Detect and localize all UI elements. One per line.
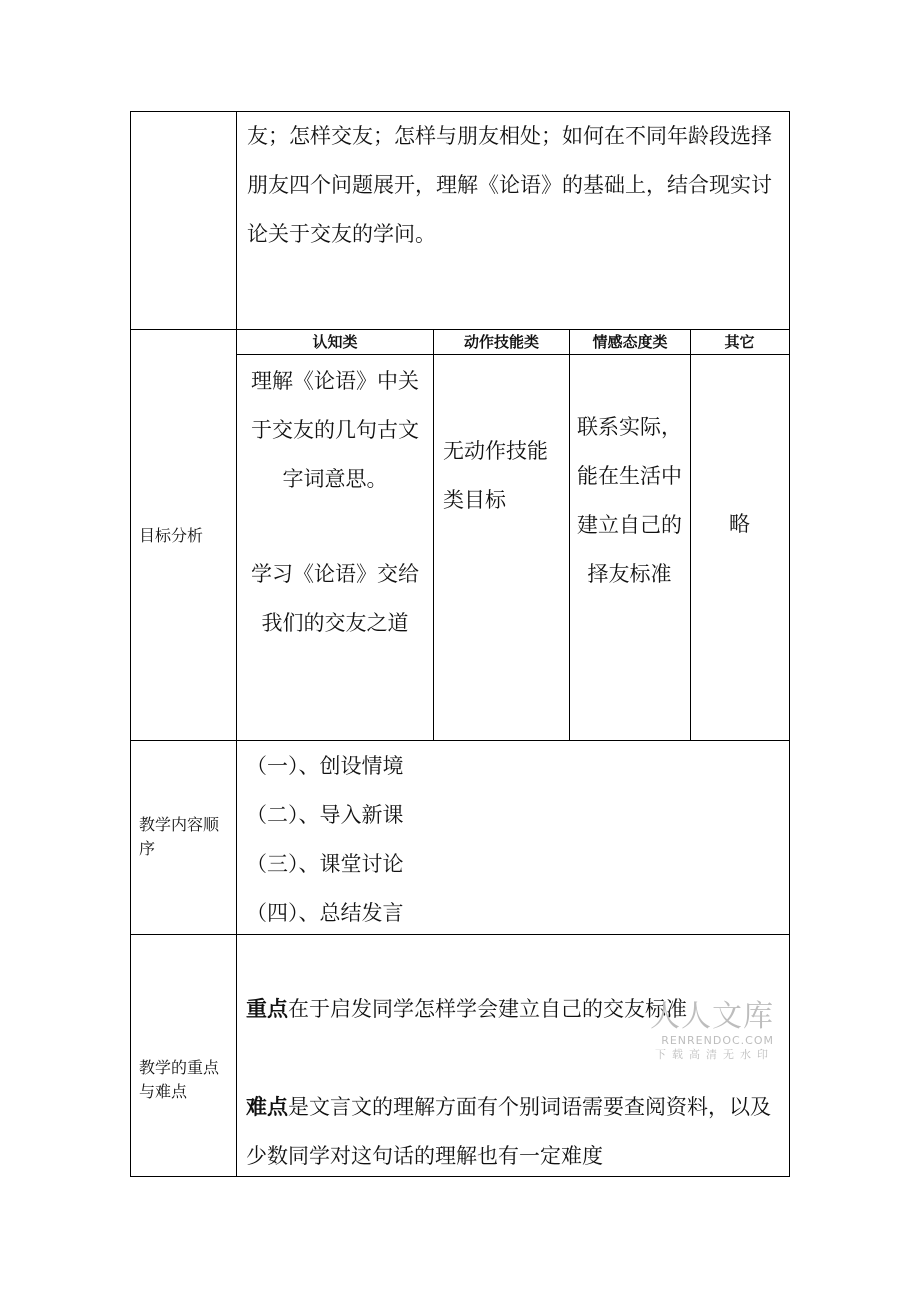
label-column-divider — [236, 111, 237, 1176]
intro-text: 友；怎样交友；怎样与朋友相处；如何在不同年龄段选择朋友四个问题展开，理解《论语》的基础上，结合现实讨论关于交友的学问。 — [247, 124, 772, 246]
sequence-list — [246, 742, 546, 938]
intro-paragraph — [247, 112, 780, 259]
goals-label: 目标分析 — [139, 526, 204, 545]
header-row-divider — [236, 354, 789, 355]
goal-column-divider-2 — [569, 329, 570, 741]
cognitive-goal-1-text: 理解《论语》中关于交友的几句古文字词意思。 — [251, 369, 419, 491]
motor-goal-text: 无动作技能类目标 — [443, 439, 548, 512]
goal-column-divider-1 — [433, 329, 434, 741]
cognitive-goal-2-text: 学习《论语》交给我们的交友之道 — [251, 562, 419, 635]
watermark-domain: RENRENDOC.COM — [661, 1034, 774, 1047]
difficult-point-term: 难点 — [246, 1094, 288, 1119]
cognitive-goal-1 — [250, 357, 420, 504]
watermark-slogan: 下载高清无水印 — [655, 1048, 774, 1061]
sequence-item-1: （一）、创设情境 — [246, 754, 404, 778]
watermark-brand: 人人文库 — [650, 999, 774, 1034]
watermark — [648, 1000, 774, 1062]
header-motor-skills: 动作技能类 — [463, 333, 539, 351]
motor-goal — [443, 427, 563, 525]
sequence-item-3: （三）、课堂讨论 — [246, 852, 404, 876]
sequence-item-4: （四）、总结发言 — [246, 901, 404, 925]
other-goal-text: 略 — [729, 512, 750, 536]
header-other: 其它 — [724, 333, 755, 351]
key-point-term: 重点 — [246, 996, 288, 1021]
affective-goal-text: 联系实际，能在生活中建立自己的择友标准 — [577, 415, 682, 586]
header-cognitive: 认知类 — [312, 333, 358, 351]
sequence-item-2: （二）、导入新课 — [246, 803, 404, 827]
other-goal — [691, 500, 788, 549]
key-point-text: 在于启发同学怎样学会建立自己的交友标准 — [288, 997, 687, 1021]
sequence-label: 教学内容顺序 — [139, 815, 220, 858]
difficult-point — [246, 1082, 781, 1181]
header-affective: 情感态度类 — [592, 333, 668, 351]
focus-label: 教学的重点与难点 — [139, 1058, 220, 1101]
difficult-point-text: 是文言文的理解方面有个别词语需要查阅资料，以及少数同学对这句话的理解也有一定难度 — [246, 1095, 771, 1168]
affective-goal — [577, 403, 682, 599]
cognitive-goal-2 — [250, 550, 420, 648]
